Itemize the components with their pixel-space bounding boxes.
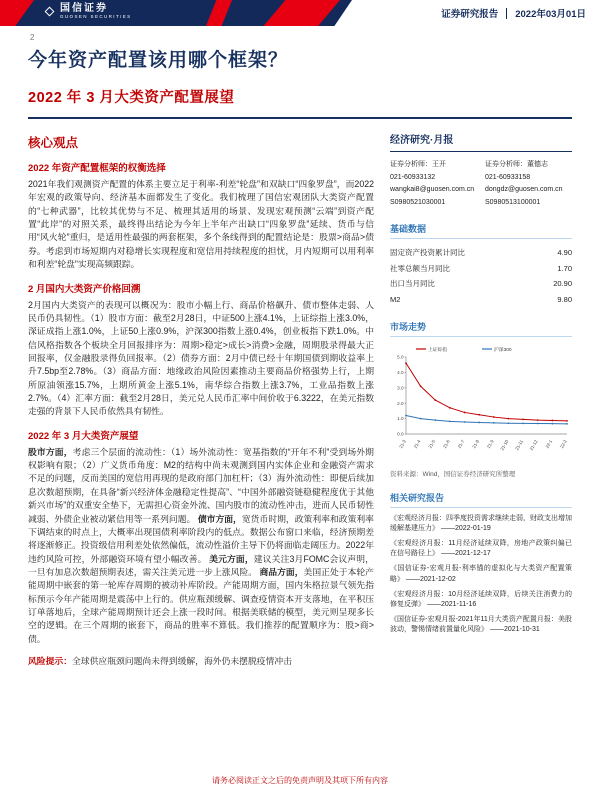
report-date: 2022年03月01日 [515, 9, 586, 20]
risk-warning-text: 全球供应瓶颈问题尚未得到缓解，海外仍未摆脱疫情冲击 [72, 656, 292, 667]
basic-data-table [390, 245, 572, 307]
section-text-feb-review: 2月国内大类资产的表现可以概况为：股市小幅上行、商品价格飙升、债市整体走弱、人民币仍具韧性。（1）股市方面：截至2月28日，中证500上涨4.1%，上证综指上涨3.0%，深证成指上涨1.0%，上证50上涨0.9%，沪深300指数上涨0.4%，创业板指下跌1.0%。中信风格指数各个板块全月回报排序为：周期>稳定>成长>消费>金融，周期股录得最大正回报率，仅金融股录得负回报率。（2）债券方面：2月中债已经十年期国债到期收益率上升7.5bp至2.78%。（3）商品方面：地缘政治风险因素推动主要商品价格强势上行，上期所原油领涨15.7%，上期所黄金上涨5.1%，南华综合指数上涨3.7%，工业品指数上涨2.7%。（4）汇率方面：截至2月28日，美元兑人民币汇率中间价收于6.3222，在美元指数走强的背景下人民币依然具有韧性。 [28, 299, 374, 417]
related-report-item: 《宏观经济月报：11月经济延续双降，房地产政策纠偏已在信号路径上》 ——2021-12-17 [390, 540, 572, 558]
svg-text:5.0: 5.0 [397, 354, 404, 360]
analyst-block [390, 159, 572, 209]
banner-meta [441, 0, 586, 26]
main-column [28, 129, 374, 668]
analyst-email: dongdz@guosen.com.cn [485, 186, 563, 194]
basic-data-row: 固定资产投资累计同比 4.90 [390, 248, 572, 258]
outlook-text-equity: 考虑三个层面的流动性：（1）场外流动性：宽基指数的“开年不利”受到场外期权影响有限；（2）广义货币角度：M2的结构中尚未观测到国内实体企业和金融资产需求不足的问题，反而美国的宽信用再现的是政府部门加杠杆；（3）海外流动性：即便后续加息次数超预期，在具备“新兴经济体金融稳定性提高”、“中国外部融资链稳健程度优于其他新兴市场”的双重安全垫下，无需担心资金外流、国内股市的流动性冲击，进而人民币韧性减弱、外债企业被动紧信用等一系列问题。 [28, 446, 375, 524]
svg-text:21-6: 21-6 [442, 438, 451, 449]
svg-text:22-2: 22-2 [559, 438, 568, 449]
svg-text:2.0: 2.0 [397, 400, 404, 406]
analyst-role-name: 证券分析师：王开 [390, 161, 446, 168]
risk-warning-label: 风险提示： [28, 656, 72, 667]
guosen-logo [46, 3, 132, 19]
market-chart [390, 343, 572, 466]
analyst-phone: 021-60933132 [390, 173, 436, 181]
analyst-cert: S0980521030001 [390, 198, 446, 206]
related-reports-heading: 相关研究报告 [390, 491, 572, 508]
related-report-item: 《宏观经济月报：四季度投资需求继续走弱，财政支出增加缓解基建压力》 ——2022-01-19 [390, 514, 572, 533]
analyst-card [390, 159, 477, 209]
basic-data-heading: 基础数据 [390, 222, 572, 239]
outlook-lead-commodity: 商品方面， [259, 566, 304, 577]
logo-name-en: GUOSEN SECURITIES [60, 14, 132, 19]
svg-text:4.0: 4.0 [397, 369, 404, 375]
section-title-framework: 2022 年资产配置框架的权衡选择 [28, 163, 166, 174]
related-report-item: 《国信证券-宏观月报-利率锚的虚拟化与大类资产配置策略》 ——2021-12-02 [390, 565, 572, 583]
basic-data-row: 出口当月同比 20.90 [390, 279, 572, 289]
core-view-heading: 核心观点 [28, 136, 79, 150]
related-report-item: 《国信证券-宏观月报-2021年11月大类资产配置月报：美股波动，警惕情绪前置量化风险》 ——2021-10-31 [390, 616, 572, 634]
related-reports-list [390, 514, 572, 635]
logo-name-cn: 国信证券 [60, 3, 108, 14]
svg-text:21-11: 21-11 [514, 438, 524, 451]
footer-disclaimer: 请务必阅读正文之后的免责声明及其项下所有内容 [212, 776, 388, 785]
banner-meta-divider [506, 8, 507, 19]
svg-text:1.0: 1.0 [397, 416, 404, 422]
svg-text:21-10: 21-10 [499, 438, 510, 452]
svg-text:21-12: 21-12 [528, 438, 539, 452]
content-area [0, 119, 600, 668]
section-title-feb-review: 2 月国内大类资产价格回溯 [28, 283, 141, 295]
svg-text:21-5: 21-5 [427, 438, 437, 449]
outlook-lead-dollar: 美元方面， [209, 553, 254, 564]
report-category: 经济研究·月报 [390, 129, 572, 152]
analyst-card [485, 159, 572, 209]
section-text-framework: 2021年我们观测资产配置的体系主要立足于利率-利差“轮盘”和双缺口“四象罗盘”，而2022年宏观的政策导向、经济基本面都发生了变化。我们梳理了国信宏观团队大类资产配置的“七种武器”，比较其优势与不足、梳理其适用的场景、发现宏观预测“云端”到资产配置“此岸”的对照关系，最终得出结论为今年上半年产出缺口“四象罗盘”延续、货币与信用“风火轮”重归，是适用性最强的两套框架，多个条线得到的配置结论是：股票>商品>债券。考虑到市场短期内对稳增长实现程度和宽信用持续程度的担忧，月内短期可以用利率和利差“轮盘”实现高频跟踪。 [28, 179, 374, 270]
page-number: 2 [30, 33, 35, 42]
outlook-text-dollar: 建议关注3月FOMC会议声明，一旦有加息次数超预期表述，需关注美元进一步上涨风险。 [28, 553, 374, 577]
svg-text:上证综指: 上证综指 [428, 347, 448, 353]
svg-text:21-9: 21-9 [485, 438, 495, 449]
svg-text:21-7: 21-7 [456, 438, 466, 449]
svg-text:22-1: 22-1 [544, 438, 554, 449]
analyst-cert: S0980513100001 [485, 198, 541, 206]
svg-text:21-3: 21-3 [398, 438, 407, 449]
svg-text:0.0: 0.0 [397, 431, 404, 437]
svg-text:沪深300: 沪深300 [494, 347, 512, 353]
risk-warning [28, 655, 374, 668]
chart-source-note: 资料来源：Wind，国信证券经济研究所整理 [390, 470, 516, 478]
basic-data-row: 社零总额当月同比 1.70 [390, 263, 572, 273]
market-chart-svg [390, 343, 572, 461]
analyst-email: wangkai8@guosen.com.cn [390, 186, 475, 194]
related-report-item: 《宏观经济月报：10月经济延续双降，后续关注消费力的修复反弹》 ——2021-11-16 [390, 590, 572, 608]
section-text-march-outlook [28, 446, 374, 646]
outlook-text-commodity: 美国正处于本轮产能周期中嵌套的第一轮库存周期的被动补库阶段。产能周期方面，国内朱格拉景气领先指标预示今年产能周期是震荡中上行的。供应瓶颈缓解、调查疫情资本开支落地，在平积压订单落地后，全球产能周期预计还会上涨一段时间。根据美联储的模型，美元则呈现多长空的逻辑。在三个周期的嵌套下，商品的胜率不算低。我们推荐的配置顺序为：股>商>债。 [28, 566, 374, 644]
svg-text:21-4: 21-4 [412, 438, 422, 449]
market-trend-heading: 市场走势 [390, 320, 572, 337]
sidebar [390, 129, 572, 668]
basic-data-row: M2 9.80 [390, 294, 572, 304]
report-type-label: 证券研究报告 [441, 9, 499, 20]
analyst-phone: 021-60933158 [485, 173, 531, 181]
outlook-lead-bond: 债市方面， [197, 513, 242, 524]
top-banner [0, 0, 600, 26]
guosen-logo-icon [45, 6, 55, 16]
svg-text:21-8: 21-8 [471, 438, 481, 449]
outlook-lead-equity: 股市方面， [28, 446, 73, 457]
outlook-text-bond: 宽货币时期，政策利率和政策利率下调结束的时点上，大概率出现国债利率阶段内的低点。数据公布窗口来临，经济预期差将逐渐修正。投资级信用利差处依然偏低，流动性溢价主导下仍将面临走阔压力。2022年违约风险可控，外部融资环境有望小幅改善。 [28, 513, 374, 564]
report-subtitle: 2022 年 3 月大类资产配置展望 [28, 90, 235, 106]
report-title: 今年资产配置该用哪个框架？ [28, 50, 289, 71]
svg-text:3.0: 3.0 [397, 385, 404, 391]
analyst-role-name: 证券分析师：董德志 [485, 161, 548, 168]
section-title-march-outlook: 2022 年 3 月大类资产展望 [28, 430, 139, 442]
